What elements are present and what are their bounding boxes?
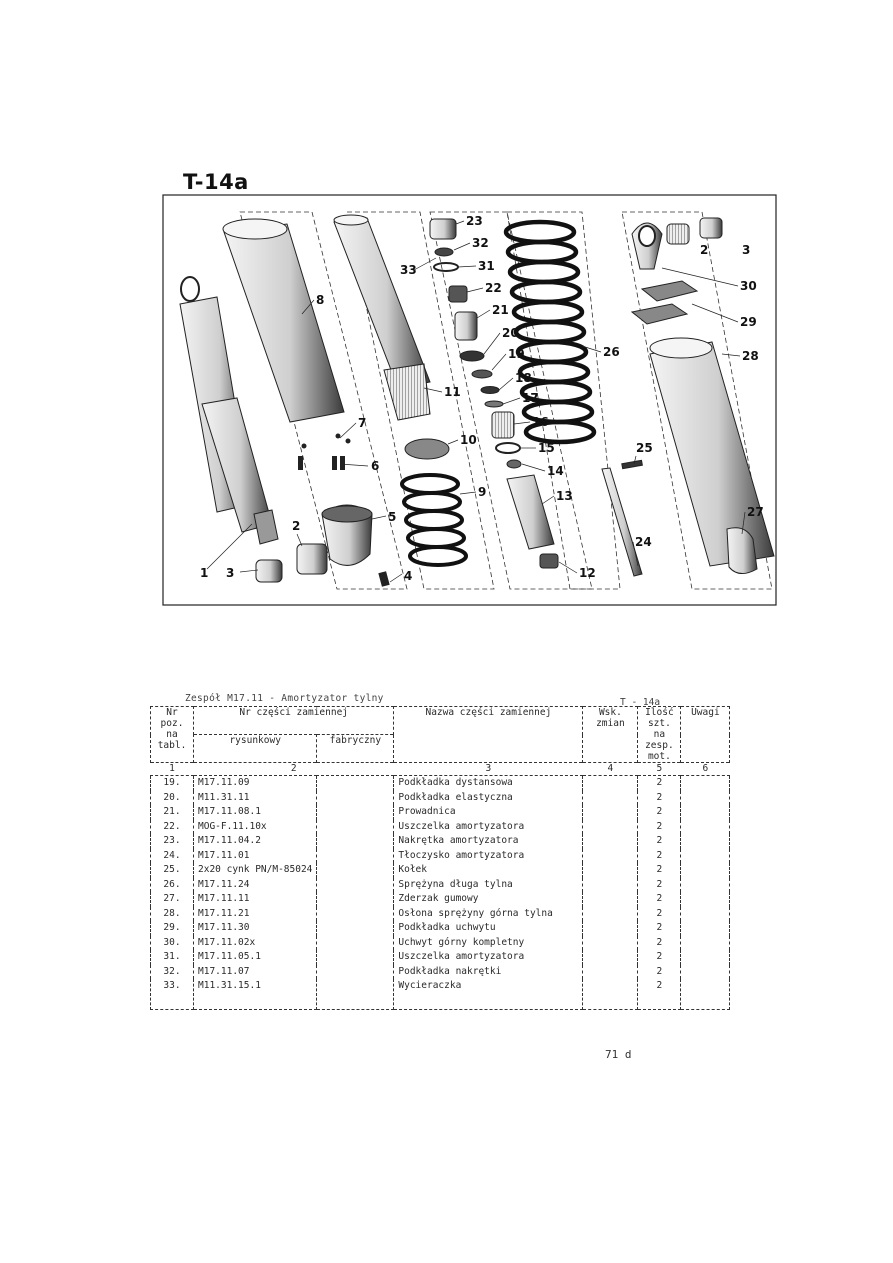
cell-name: Podkładka uchwytu <box>394 921 583 936</box>
cell-wsk <box>583 849 638 864</box>
header-part-name: Nazwa części zamiennej <box>394 707 583 763</box>
cell-uw <box>681 950 730 965</box>
cell-uw <box>681 921 730 936</box>
cell-name: Uszczelka amortyzatora <box>394 950 583 965</box>
cell-uw <box>681 965 730 980</box>
cell-fab <box>317 979 394 1010</box>
cell-rys: M17.11.05.1 <box>194 950 317 965</box>
cell-qty: 2 <box>638 849 681 864</box>
cell-rys: M17.11.01 <box>194 849 317 864</box>
cell-uw <box>681 849 730 864</box>
cell-wsk <box>583 936 638 951</box>
cell-qty: 2 <box>638 892 681 907</box>
svg-text:17: 17 <box>522 391 539 405</box>
cell-fab <box>317 936 394 951</box>
cell-qty: 2 <box>638 863 681 878</box>
table-row <box>151 820 730 835</box>
svg-text:3: 3 <box>226 566 235 580</box>
svg-text:32: 32 <box>472 236 489 250</box>
cell-name: Uchwyt górny kompletny <box>394 936 583 951</box>
svg-text:10: 10 <box>460 433 477 447</box>
cell-no: 22. <box>151 820 194 835</box>
header-remarks: Uwagi <box>681 707 730 763</box>
table-sheet-ref: T - 14a <box>620 697 661 708</box>
exploded-view-drawing <box>162 194 777 606</box>
svg-text:28: 28 <box>742 349 759 363</box>
svg-text:4: 4 <box>404 569 413 583</box>
cell-uw <box>681 878 730 893</box>
cell-no: 27. <box>151 892 194 907</box>
cell-qty: 2 <box>638 921 681 936</box>
cell-uw <box>681 936 730 951</box>
cell-name: Osłona sprężyny górna tylna <box>394 907 583 922</box>
svg-text:29: 29 <box>740 315 757 329</box>
cell-uw <box>681 820 730 835</box>
svg-text:21: 21 <box>492 303 509 317</box>
header-factory-number: fabryczny <box>317 735 394 763</box>
cell-wsk <box>583 878 638 893</box>
cell-fab <box>317 863 394 878</box>
cell-no: 29. <box>151 921 194 936</box>
cell-wsk <box>583 776 638 791</box>
cell-qty: 2 <box>638 776 681 791</box>
svg-text:6: 6 <box>371 459 380 473</box>
cell-no: 32. <box>151 965 194 980</box>
table-row <box>151 965 730 980</box>
cell-wsk <box>583 907 638 922</box>
table-row <box>151 805 730 820</box>
table-row <box>151 892 730 907</box>
header-position-no: Nr poz. na tabl. <box>151 707 194 763</box>
cell-no: 24. <box>151 849 194 864</box>
column-number: 6 <box>681 763 730 776</box>
svg-text:2: 2 <box>700 243 709 257</box>
cell-qty: 2 <box>638 805 681 820</box>
cell-wsk <box>583 965 638 980</box>
cell-rys: M17.11.30 <box>194 921 317 936</box>
cell-name: Prowadnica <box>394 805 583 820</box>
cell-uw <box>681 863 730 878</box>
cell-no: 19. <box>151 776 194 791</box>
cell-rys: M17.11.07 <box>194 965 317 980</box>
cell-name: Kołek <box>394 863 583 878</box>
cell-qty: 2 <box>638 950 681 965</box>
cell-uw <box>681 805 730 820</box>
cell-fab <box>317 878 394 893</box>
figure-title: T-14a <box>183 170 249 194</box>
cell-name: Tłoczysko amortyzatora <box>394 849 583 864</box>
svg-text:22: 22 <box>485 281 502 295</box>
cell-fab <box>317 834 394 849</box>
header-change-indicator: Wsk. zmian <box>583 707 638 763</box>
header-part-number-group: Nr części zamiennej <box>194 707 394 735</box>
svg-text:11: 11 <box>444 385 461 399</box>
cell-fab <box>317 965 394 980</box>
svg-text:20: 20 <box>502 326 519 340</box>
cell-fab <box>317 892 394 907</box>
table-row <box>151 950 730 965</box>
svg-text:5: 5 <box>388 510 397 524</box>
cell-fab <box>317 791 394 806</box>
svg-text:26: 26 <box>603 345 620 359</box>
svg-text:23: 23 <box>466 214 483 228</box>
table-row <box>151 849 730 864</box>
cell-fab <box>317 907 394 922</box>
cell-uw <box>681 834 730 849</box>
cell-rys: M17.11.11 <box>194 892 317 907</box>
table-row <box>151 834 730 849</box>
cell-rys: M11.31.11 <box>194 791 317 806</box>
cell-qty: 2 <box>638 878 681 893</box>
column-number: 1 <box>151 763 194 776</box>
svg-text:31: 31 <box>478 259 495 273</box>
cell-name: Podkładka elastyczna <box>394 791 583 806</box>
svg-text:15: 15 <box>538 441 555 455</box>
cell-rys: M17.11.24 <box>194 878 317 893</box>
cell-no: 26. <box>151 878 194 893</box>
svg-text:13: 13 <box>556 489 573 503</box>
cell-rys: MOG-F.11.10x <box>194 820 317 835</box>
cell-fab <box>317 820 394 835</box>
cell-no: 25. <box>151 863 194 878</box>
table-row <box>151 936 730 951</box>
cell-rys: 2x20 cynk PN/M-85024 <box>194 863 317 878</box>
cell-uw <box>681 776 730 791</box>
cell-wsk <box>583 791 638 806</box>
table-row <box>151 776 730 791</box>
cell-name: Podkładka nakrętki <box>394 965 583 980</box>
cell-qty: 2 <box>638 834 681 849</box>
svg-text:27: 27 <box>747 505 764 519</box>
cell-qty: 2 <box>638 791 681 806</box>
cell-rys: M17.11.21 <box>194 907 317 922</box>
column-number: 5 <box>638 763 681 776</box>
svg-text:30: 30 <box>740 279 757 293</box>
svg-text:25: 25 <box>636 441 653 455</box>
svg-text:33: 33 <box>400 263 417 277</box>
cell-fab <box>317 849 394 864</box>
cell-name: Podkładka dystansowa <box>394 776 583 791</box>
svg-text:16: 16 <box>532 415 549 429</box>
cell-wsk <box>583 805 638 820</box>
cell-wsk <box>583 921 638 936</box>
cell-qty: 2 <box>638 936 681 951</box>
table-row <box>151 979 730 1010</box>
cell-uw <box>681 892 730 907</box>
cell-qty: 2 <box>638 979 681 1010</box>
page-number: 71 d <box>605 1048 632 1061</box>
cell-no: 20. <box>151 791 194 806</box>
part-10-spring-seat <box>405 439 449 459</box>
cell-no: 31. <box>151 950 194 965</box>
column-number: 2 <box>194 763 394 776</box>
cell-fab <box>317 921 394 936</box>
cell-no: 28. <box>151 907 194 922</box>
svg-text:8: 8 <box>316 293 325 307</box>
cell-wsk <box>583 834 638 849</box>
cell-qty: 2 <box>638 965 681 980</box>
cell-no: 21. <box>151 805 194 820</box>
column-number: 3 <box>394 763 583 776</box>
svg-text:19: 19 <box>508 347 525 361</box>
parts-table <box>150 706 730 1010</box>
cell-name: Wycieraczka <box>394 979 583 1010</box>
column-number: 4 <box>583 763 638 776</box>
cell-fab <box>317 776 394 791</box>
table-row <box>151 921 730 936</box>
cell-no: 23. <box>151 834 194 849</box>
cell-rys: M17.11.09 <box>194 776 317 791</box>
cell-rys: M17.11.04.2 <box>194 834 317 849</box>
table-row <box>151 878 730 893</box>
cell-uw <box>681 907 730 922</box>
cell-wsk <box>583 820 638 835</box>
svg-text:12: 12 <box>579 566 596 580</box>
table-row <box>151 791 730 806</box>
svg-text:14: 14 <box>547 464 564 478</box>
cell-uw <box>681 979 730 1010</box>
cell-wsk <box>583 892 638 907</box>
cell-name: Sprężyna długa tylna <box>394 878 583 893</box>
cell-qty: 2 <box>638 907 681 922</box>
svg-text:3: 3 <box>742 243 751 257</box>
cell-wsk <box>583 950 638 965</box>
cell-fab <box>317 950 394 965</box>
cell-rys: M17.11.08.1 <box>194 805 317 820</box>
svg-text:1: 1 <box>200 566 209 580</box>
cell-wsk <box>583 863 638 878</box>
table-group-heading: Zespół M17.11 - Amortyzator tylny <box>185 693 384 704</box>
cell-uw <box>681 791 730 806</box>
cell-no: 33. <box>151 979 194 1010</box>
cell-name: Zderzak gumowy <box>394 892 583 907</box>
cell-no: 30. <box>151 936 194 951</box>
cell-name: Uszczelka amortyzatora <box>394 820 583 835</box>
cell-rys: M11.31.15.1 <box>194 979 317 1010</box>
svg-text:9: 9 <box>478 485 487 499</box>
header-drawing-number: rysunkowy <box>194 735 317 763</box>
parts-table-body <box>151 776 730 1010</box>
svg-text:2: 2 <box>292 519 301 533</box>
table-row <box>151 863 730 878</box>
svg-text:7: 7 <box>358 416 367 430</box>
svg-text:24: 24 <box>635 535 652 549</box>
cell-name: Nakrętka amortyzatora <box>394 834 583 849</box>
header-quantity: Ilość szt. na zesp. mot. <box>638 707 681 763</box>
cell-fab <box>317 805 394 820</box>
cell-qty: 2 <box>638 820 681 835</box>
cell-rys: M17.11.02x <box>194 936 317 951</box>
cell-wsk <box>583 979 638 1010</box>
svg-text:18: 18 <box>515 371 532 385</box>
table-row <box>151 907 730 922</box>
